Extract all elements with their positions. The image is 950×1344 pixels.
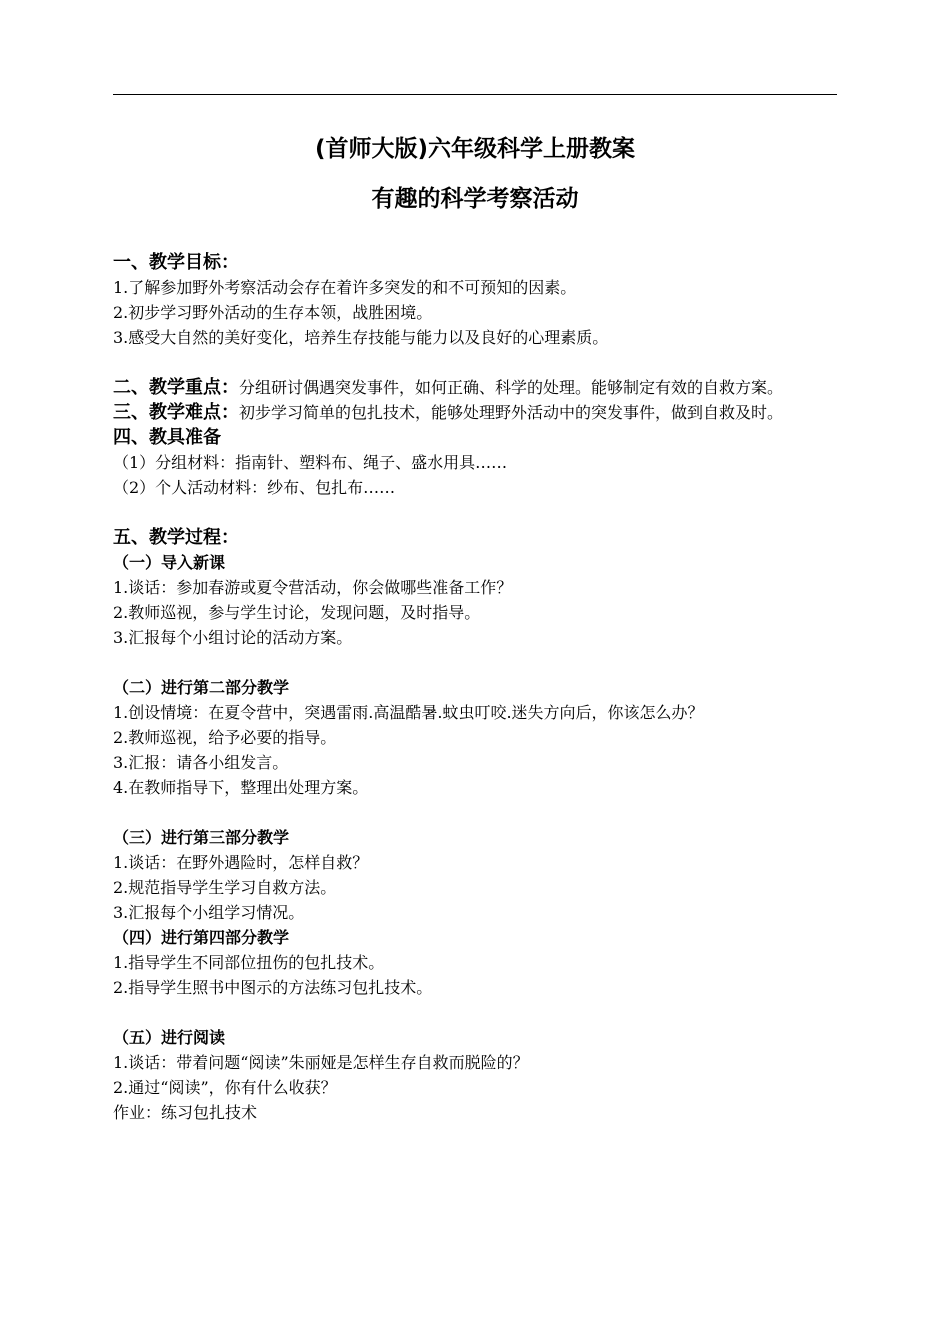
- spacer: [113, 1000, 841, 1025]
- section-heading-goals: 一、教学目标：: [113, 252, 239, 273]
- goal-item: 2.初步学习野外活动的生存本领，战胜困境。: [113, 303, 433, 322]
- material-item: （1）分组材料：指南针、塑料布、绳子、盛水用具……: [113, 453, 508, 472]
- process-part-title: （五）进行阅读: [113, 1028, 226, 1047]
- process-part-title: （二）进行第二部分教学: [113, 678, 290, 697]
- process-item: 1.谈话：参加春游或夏令营活动，你会做哪些准备工作？: [113, 578, 513, 597]
- process-item: 3.汇报每个小组讨论的活动方案。: [113, 628, 353, 647]
- section-heading-key-points: 二、教学重点：: [113, 377, 239, 398]
- process-item: 4.在教师指导下，整理出处理方案。: [113, 778, 369, 797]
- process-item: 2.教师巡视，给予必要的指导。: [113, 728, 337, 747]
- material-item: （2）个人活动材料：纱布、包扎布……: [113, 478, 396, 497]
- process-part-title: （一）导入新课: [113, 553, 226, 572]
- section-heading-process: 五、教学过程：: [113, 527, 239, 548]
- process-item: 2.通过“阅读”，你有什么收获？: [113, 1078, 337, 1097]
- process-item: 2.指导学生照书中图示的方法练习包扎技术。: [113, 978, 433, 997]
- document-body: [113, 250, 841, 1125]
- header-rule: [113, 94, 837, 95]
- document-subtitle: 有趣的科学考察活动: [371, 186, 579, 212]
- process-item: 1.指导学生不同部位扭伤的包扎技术。: [113, 953, 385, 972]
- goal-item: 1.了解参加野外考察活动会存在着许多突发的和不可预知的因素。: [113, 278, 577, 297]
- process-item: 2.规范指导学生学习自救方法。: [113, 878, 337, 897]
- spacer: [113, 350, 841, 375]
- process-item: 1.创设情境：在夏令营中，突遇雷雨.高温酷暑.蚊虫叮咬.迷失方向后，你该怎么办？: [113, 703, 704, 722]
- process-part-title: （四）进行第四部分教学: [113, 928, 290, 947]
- process-item: 2.教师巡视，参与学生讨论，发现问题，及时指导。: [113, 603, 481, 622]
- goal-item: 3.感受大自然的美好变化，培养生存技能与能力以及良好的心理素质。: [113, 328, 609, 347]
- spacer: [113, 800, 841, 825]
- section-heading-difficulties: 三、教学难点：: [113, 402, 239, 423]
- difficulties-text: 初步学习简单的包扎技术，能够处理野外活动中的突发事件，做到自救及时。: [239, 403, 784, 422]
- document-title: (首师大版)六年级科学上册教案: [314, 136, 636, 162]
- spacer: [113, 500, 841, 525]
- spacer: [113, 650, 841, 675]
- process-item: 3.汇报：请各小组发言。: [113, 753, 289, 772]
- difficulties-paragraph: [113, 400, 841, 425]
- homework: 作业：练习包扎技术: [113, 1103, 258, 1122]
- key-points-paragraph: [113, 375, 841, 400]
- key-points-text: 分组研讨偶遇突发事件，如何正确、科学的处理。能够制定有效的自救方案。: [239, 378, 784, 397]
- process-item: 1.谈话：在野外遇险时，怎样自救？: [113, 853, 369, 872]
- section-heading-materials: 四、教具准备: [113, 427, 221, 448]
- process-item: 1.谈话：带着问题“阅读”朱丽娅是怎样生存自救而脱险的？: [113, 1053, 529, 1072]
- process-part-title: （三）进行第三部分教学: [113, 828, 290, 847]
- process-item: 3.汇报每个小组学习情况。: [113, 903, 305, 922]
